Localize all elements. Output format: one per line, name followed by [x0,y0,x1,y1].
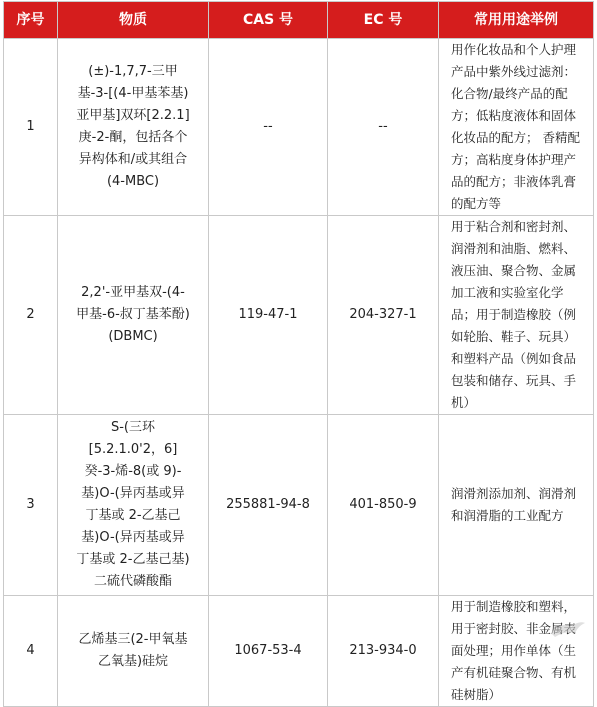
bird-logo-icon [547,615,587,643]
table-row [4,39,594,216]
row-cas: -- [209,39,328,216]
header-ec: EC 号 [328,2,439,39]
row-index: 4 [4,596,58,707]
substance-table [3,1,594,707]
table-row [4,216,594,415]
row-ec: -- [328,39,439,216]
row-cas: 1067-53-4 [209,596,328,707]
table-row [4,596,594,707]
table-row [4,415,594,596]
row-index: 2 [4,216,58,415]
row-usage: 用于制造橡胶和塑料，用于密封胶、非金属表面处理；用作单体（生产有机硅聚合物、有机硅树脂） [439,596,594,707]
row-cas: 255881-94-8 [209,415,328,596]
row-usage: 用于粘合剂和密封剂、润滑剂和油脂、燃料、液压油、聚合物、金属加工液和实验室化学品；用于制造橡胶（例如轮胎、鞋子、玩具）和塑料产品（例如食品包装和储存、玩具、手机） [439,216,594,415]
row-ec: 204-327-1 [328,216,439,415]
row-ec: 213-934-0 [328,596,439,707]
row-index: 3 [4,415,58,596]
header-index: 序号 [4,2,58,39]
row-ec: 401-850-9 [328,415,439,596]
row-cas: 119-47-1 [209,216,328,415]
row-index: 1 [4,39,58,216]
row-usage: 润滑剂添加剂、润滑剂和润滑脂的工业配方 [439,415,594,596]
row-substance: S-(三环[5.2.1.0'2，6]癸-3-烯-8(或 9)-基)O-(异丙基或异丁基或 2-乙基己基)O-(异丙基或异丁基或 2-乙基己基)二硫代磷酸酯 [58,415,209,596]
row-usage: 用作化妆品和个人护理产品中紫外线过滤剂：化合物/最终产品的配方；低粘度液体和固体化妆品的配方； 香精配方；高粘度身体护理产品的配方；非液体乳膏的配方等 [439,39,594,216]
header-substance: 物质 [58,2,209,39]
row-substance: 2,2'-亚甲基双-(4-甲基-6-叔丁基苯酚)(DBMC) [58,216,209,415]
substance-table-container [3,1,593,707]
header-cas: CAS 号 [209,2,328,39]
row-substance: (±)-1,7,7-三甲基-3-[(4-甲基苯基)亚甲基]双环[2.2.1]庚-2-酮，包括各个异构体和/或其组合(4-MBC) [58,39,209,216]
row-substance: 乙烯基三(2-甲氧基乙氧基)硅烷 [58,596,209,707]
header-usage: 常用用途举例 [439,2,594,39]
table-header-row [4,2,594,39]
